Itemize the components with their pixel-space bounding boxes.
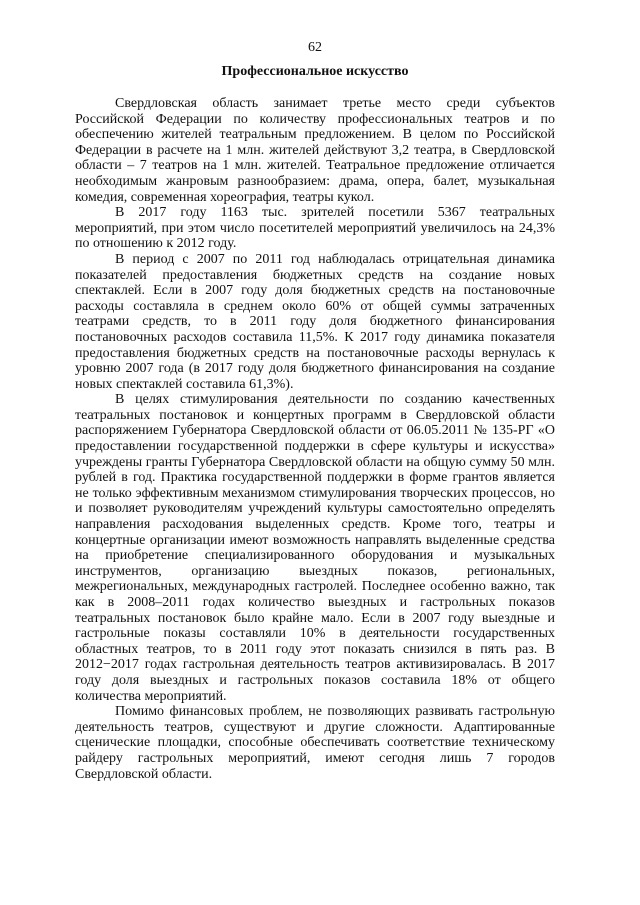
paragraph-governor-grants: В целях стимулирования деятельности по созданию качественных театральных постановок и концертных программ в Свердловской области распоряжением Губернатора Свердловской области от 06.05.2011 № 135-РГ «О предоставлении государственной поддержки в сфере культуры и искусства» учреждены гранты Губернатора Свердловской области на общую сумму 50 млн. рублей в год. Практика государственной поддержки в форме грантов является не только эффективным механизмом стимулирования творческих процессов, но и позволяет руководителям учреждений культуры самостоятельно определять направления расходования выделенных средств. Кроме того, театры и концертные организации имеют возможность направлять выделенные средства на приобретение специализированного оборудования и музыкальных инструментов, организацию выездных показов, региональных, межрегиональных, международных гастролей. Последнее особенно важно, так как в 2008–2011 годах количество выездных и гастрольных показов театральных постановок было крайне мало. Если в 2007 году выездные и гастрольные показы составляли 10% в деятельности государственных областных театров, то в 2011 году этот показать снизился в пять раз. В 2012−2017 годах гастрольная деятельность театров активизировалась. В 2017 году доля выездных и гастрольных показов составила 18% от общего количества мероприятий.	[75, 392, 555, 704]
paragraph-theatres-ranking: Свердловская область занимает третье место среди субъектов Российской Федерации по количеству профессиональных театров и по обеспечению жителей театральным предложением. В целом по Российской Федерации в расчете на 1 млн. жителей действуют 3,2 театра, в Свердловской области – 7 театров на 1 млн. жителей. Театральное предложение отличается необходимым жанровым разнообразием: драма, опера, балет, музыкальная комедия, современная хореография, театры кукол.	[75, 96, 555, 205]
paragraph-audience-2017: В 2017 году 1163 тыс. зрителей посетили 5367 театральных мероприятий, при этом число посетителей мероприятий увеличилось на 24,3% по отношению к 2012 году.	[75, 205, 555, 252]
page-number: 62	[308, 40, 322, 55]
paragraph-budget-dynamics: В период с 2007 по 2011 год наблюдалась отрицательная динамика показателей предоставления бюджетных средств на создание новых спектаклей. Если в 2007 году доля бюджетных средств на постановочные расходы составляла в среднем около 60% от общей суммы затраченных театрами средств, то в 2011 году доля бюджетного финансирования постановочных расходов составила 11,5%. К 2017 году динамика показателя предоставления бюджетных средств на постановочные расходы вернулась к уровню 2007 года (в 2017 году доля бюджетного финансирования на создание новых спектаклей составила 61,3%).	[75, 251, 555, 392]
section-heading: Профессиональное искусство	[221, 64, 409, 79]
paragraph-touring-venues: Помимо финансовых проблем, не позволяющих развивать гастрольную деятельность театров, существуют и другие сложности. Адаптированные сценические площадки, способные обеспечивать соответствие техническому райдеру гастрольных мероприятий, имеют сегодня лишь 7 городов Свердловской области.	[75, 704, 555, 782]
